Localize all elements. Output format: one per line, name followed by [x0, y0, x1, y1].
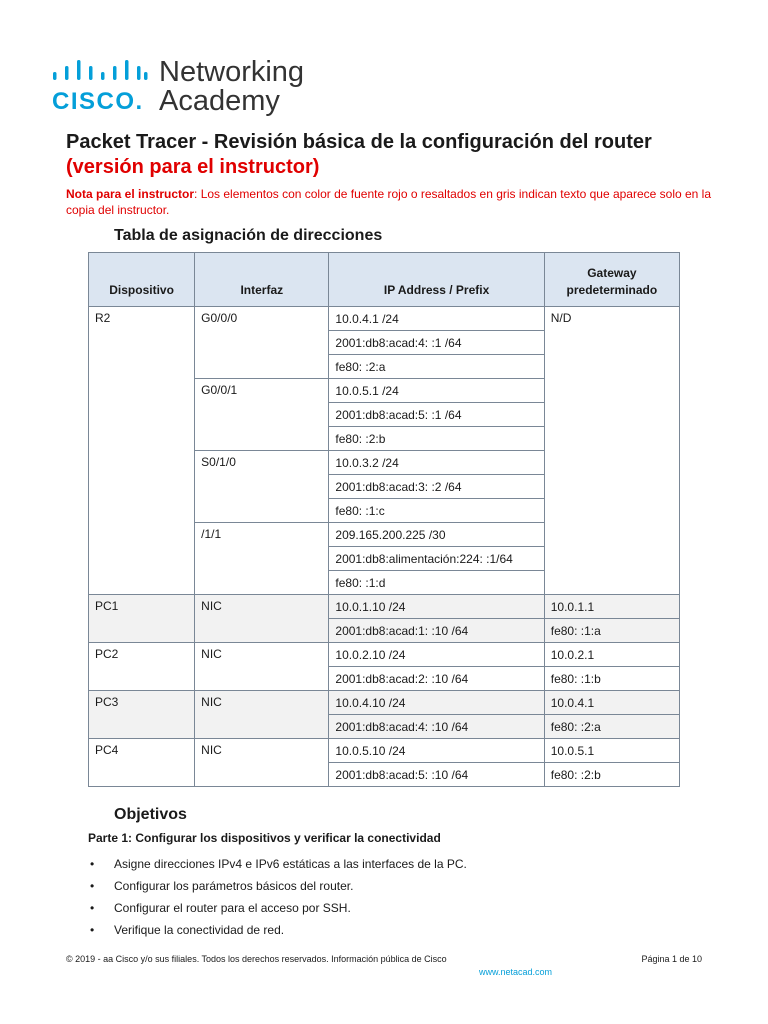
cell-gateway: 10.0.4.1 — [544, 691, 679, 715]
cell-device: PC4 — [89, 739, 195, 787]
cisco-wordmark: CISCO. — [52, 88, 144, 115]
cell-ip: 2001:db8:acad:5: :10 /64 — [329, 763, 544, 787]
cell-ip: 2001:db8:acad:3: :2 /64 — [329, 475, 544, 499]
cell-device: PC1 — [89, 595, 195, 643]
cell-ip: fe80: :1:d — [329, 571, 544, 595]
cell-ip: 2001:db8:acad:1: :10 /64 — [329, 619, 544, 643]
bullet-icon: • — [90, 901, 95, 915]
objectives-heading: Objetivos — [114, 806, 187, 823]
bullet-icon: • — [90, 857, 95, 871]
cell-device-r2: R2 — [89, 307, 195, 595]
page-subtitle: (versión para el instructor) — [66, 156, 320, 178]
cell-gateway: N/D — [544, 307, 679, 595]
list-item: • Asigne direcciones IPv4 e IPv6 estáticas a las interfaces de la PC. — [88, 853, 467, 875]
col-header-interface: Interfaz — [195, 253, 329, 307]
note-label: Nota para el instructor — [66, 187, 195, 201]
cell-ip: 10.0.2.10 /24 — [329, 643, 544, 667]
cell-interface: /1/1 — [195, 523, 329, 595]
bullet-icon: • — [90, 879, 95, 893]
col-header-ip: IP Address / Prefix — [329, 253, 544, 307]
cell-ip: 209.165.200.225 /30 — [329, 523, 544, 547]
col-header-gateway: Gateway predeterminado — [544, 253, 679, 307]
cell-ip: fe80: :2:b — [329, 427, 544, 451]
table-row — [89, 691, 680, 715]
cell-interface: NIC — [195, 595, 329, 643]
cisco-bars-icon — [52, 60, 148, 84]
logo-academy-text: Academy — [159, 85, 280, 117]
cell-ip: 2001:db8:acad:5: :1 /64 — [329, 403, 544, 427]
table-row — [89, 595, 680, 619]
cell-gateway: fe80: :1:b — [544, 667, 679, 691]
footer-page-number: Página 1 de 10 — [641, 954, 702, 964]
list-item: • Verifique la conectividad de red. — [88, 919, 467, 941]
cell-ip: 10.0.3.2 /24 — [329, 451, 544, 475]
table-heading: Tabla de asignación de direcciones — [114, 227, 383, 244]
cisco-networking-academy-logo — [52, 58, 312, 118]
instructor-note — [66, 186, 726, 218]
cell-ip: 2001:db8:alimentación:224: :1/64 — [329, 547, 544, 571]
logo-networking-text: Networking — [159, 56, 305, 88]
cell-gateway: fe80: :1:a — [544, 619, 679, 643]
cell-interface: NIC — [195, 643, 329, 691]
cell-gateway: 10.0.5.1 — [544, 739, 679, 763]
bullet-icon: • — [90, 923, 95, 937]
table-row — [89, 739, 680, 763]
cell-ip: 10.0.4.1 /24 — [329, 307, 544, 331]
cell-interface: S0/1/0 — [195, 451, 329, 523]
list-item: • Configurar el router para el acceso por SSH. — [88, 897, 467, 919]
cell-interface: NIC — [195, 739, 329, 787]
note-text: : Los elementos con color de fuente rojo o resaltados en gris indican texto que aparece solo en la copia del instructor. — [66, 187, 712, 217]
cell-device: PC2 — [89, 643, 195, 691]
cell-gateway: fe80: :2:b — [544, 763, 679, 787]
table-header-row — [89, 253, 680, 307]
cell-interface: G0/0/1 — [195, 379, 329, 451]
cell-ip: 10.0.4.10 /24 — [329, 691, 544, 715]
cell-interface: NIC — [195, 691, 329, 739]
cell-ip: 10.0.5.1 /24 — [329, 379, 544, 403]
part1-heading: Parte 1: Configurar los dispositivos y verificar la conectividad — [88, 831, 441, 845]
table-row — [89, 307, 680, 331]
page-title: Packet Tracer - Revisión básica de la configuración del router — [66, 131, 652, 153]
col-header-device: Dispositivo — [89, 253, 195, 307]
cell-ip: fe80: :1:c — [329, 499, 544, 523]
cell-ip: 2001:db8:acad:4: :1 /64 — [329, 331, 544, 355]
footer-url-link[interactable]: www.netacad.com — [479, 967, 553, 977]
footer-copyright: © 2019 - aa Cisco y/o sus filiales. Todos los derechos reservados. Información pública de Cisco — [66, 954, 447, 964]
cell-gateway: 10.0.1.1 — [544, 595, 679, 619]
cell-interface: G0/0/0 — [195, 307, 329, 379]
cell-ip: 10.0.1.10 /24 — [329, 595, 544, 619]
cell-ip: fe80: :2:a — [329, 355, 544, 379]
objectives-list — [88, 853, 467, 941]
addressing-table — [88, 252, 680, 787]
cell-ip: 2001:db8:acad:4: :10 /64 — [329, 715, 544, 739]
cell-ip: 10.0.5.10 /24 — [329, 739, 544, 763]
cell-device: PC3 — [89, 691, 195, 739]
table-row — [89, 643, 680, 667]
cell-gateway: 10.0.2.1 — [544, 643, 679, 667]
list-item: • Configurar los parámetros básicos del router. — [88, 875, 467, 897]
cell-ip: 2001:db8:acad:2: :10 /64 — [329, 667, 544, 691]
cell-gateway: fe80: :2:a — [544, 715, 679, 739]
